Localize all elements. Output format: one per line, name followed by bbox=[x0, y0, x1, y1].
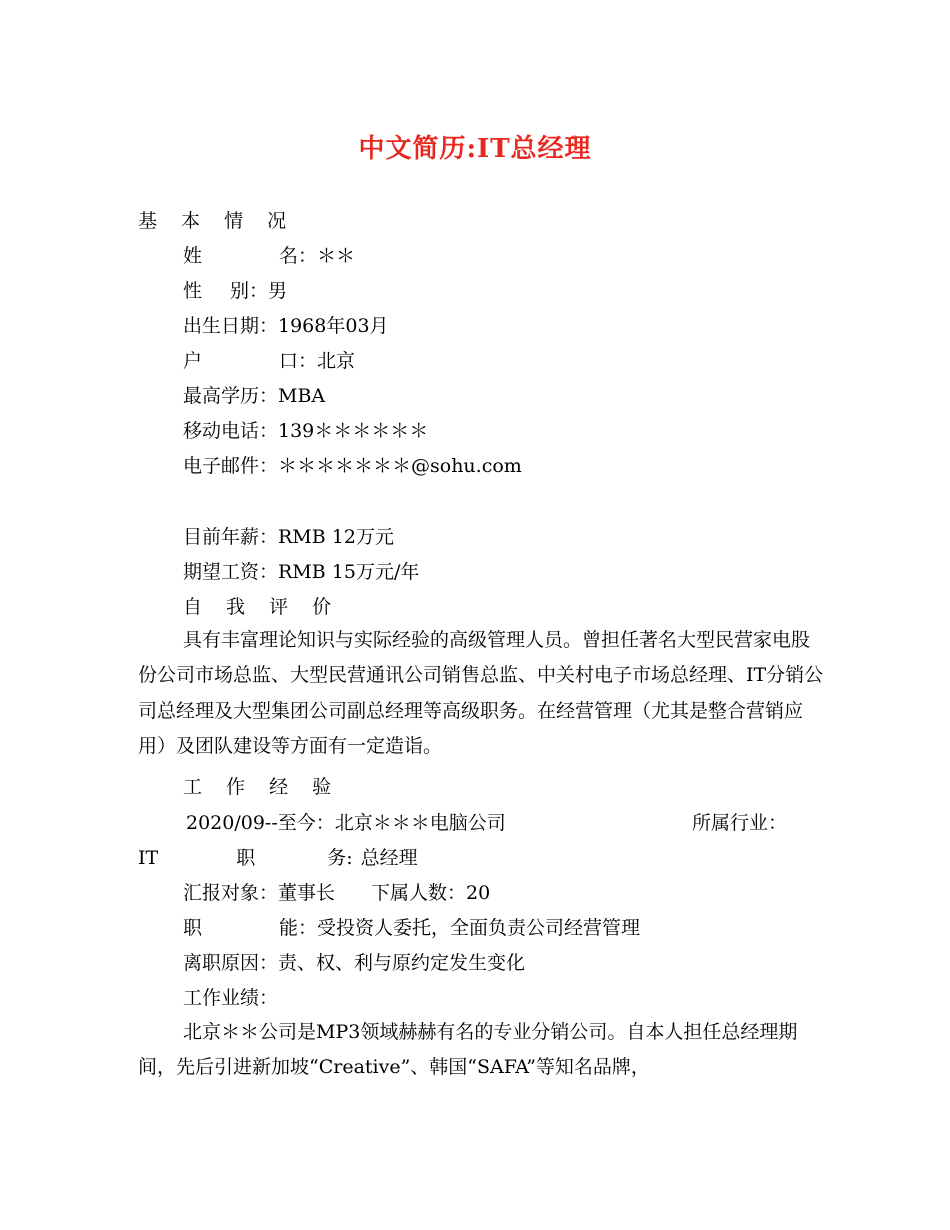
work-position-value: 总经理 bbox=[360, 847, 418, 869]
self-eval-text: 具有丰富理论知识与实际经验的高级管理人员。曾担任著名大型民营家电股份公司市场总监、大型民营通讯公司销售总监、中关村电子市场总经理、IT分销公司总经理及大型集团公司副总经理等高级职务。在经营管理（尤其是整合营销应用）及团队建设等方面有一定造诣。 bbox=[138, 629, 824, 758]
section-heading-work: 工 作 经 验 bbox=[183, 776, 341, 798]
field-expected-salary: 期望工资：RMB 15万元/年 bbox=[183, 561, 420, 583]
field-name-label-b: 名： bbox=[279, 245, 318, 267]
field-gender-label-b: 别： bbox=[230, 280, 269, 302]
work-subordinates: 下属人数：20 bbox=[371, 882, 491, 904]
field-hukou bbox=[183, 349, 355, 373]
work-report-line bbox=[183, 881, 490, 905]
work-duty bbox=[183, 916, 640, 940]
work-achievements-text: 北京＊＊公司是MP3领域赫赫有名的专业分销公司。自本人担任总经理期间，先后引进新加坡“Creative”、韩国“SAFA”等知名品牌， bbox=[138, 1021, 798, 1079]
work-industry-value: IT bbox=[138, 847, 159, 869]
field-gender-label-a: 性 bbox=[183, 280, 203, 302]
field-hukou-label-a: 户 bbox=[183, 350, 203, 372]
field-mobile: 移动电话：139＊＊＊＊＊＊ bbox=[183, 420, 429, 442]
work-duty-label-a: 职 bbox=[183, 917, 203, 939]
section-heading-self-eval: 自 我 评 价 bbox=[183, 596, 341, 618]
work-achievements-paragraph bbox=[138, 1015, 828, 1086]
work-industry-label: 所属行业： bbox=[692, 812, 788, 834]
work-position-label-b: 务: bbox=[327, 847, 353, 869]
field-gender bbox=[183, 279, 287, 303]
field-hukou-value: 北京 bbox=[317, 350, 356, 372]
field-birth: 出生日期：1968年03月 bbox=[183, 315, 389, 337]
field-gender-value: 男 bbox=[268, 280, 288, 302]
work-position-label-a: 职 bbox=[236, 847, 256, 869]
field-name bbox=[183, 244, 355, 268]
field-education: 最高学历：MBA bbox=[183, 385, 326, 407]
page-title: 中文简历:IT总经理 bbox=[358, 134, 592, 164]
work-leave-reason: 离职原因：责、权、利与原约定发生变化 bbox=[183, 952, 526, 974]
self-eval-paragraph bbox=[138, 623, 828, 765]
field-name-value: ＊＊ bbox=[317, 245, 356, 267]
field-hukou-label-b: 口： bbox=[279, 350, 318, 372]
work-duty-label-b: 能： bbox=[279, 917, 318, 939]
section-heading-basic: 基 本 情 况 bbox=[138, 210, 296, 232]
field-email: 电子邮件：＊＊＊＊＊＊＊@sohu.com bbox=[183, 455, 522, 477]
work-report-to: 汇报对象：董事长 bbox=[183, 882, 336, 904]
work-position-line bbox=[138, 846, 418, 870]
work-period: 2020/09--至今：北京＊＊＊电脑公司 bbox=[186, 812, 506, 834]
field-current-salary: 目前年薪：RMB 12万元 bbox=[183, 526, 394, 548]
work-achievements-label: 工作业绩： bbox=[183, 987, 279, 1009]
field-name-label-a: 姓 bbox=[183, 245, 203, 267]
work-duty-value: 受投资人委托，全面负责公司经营管理 bbox=[317, 917, 641, 939]
